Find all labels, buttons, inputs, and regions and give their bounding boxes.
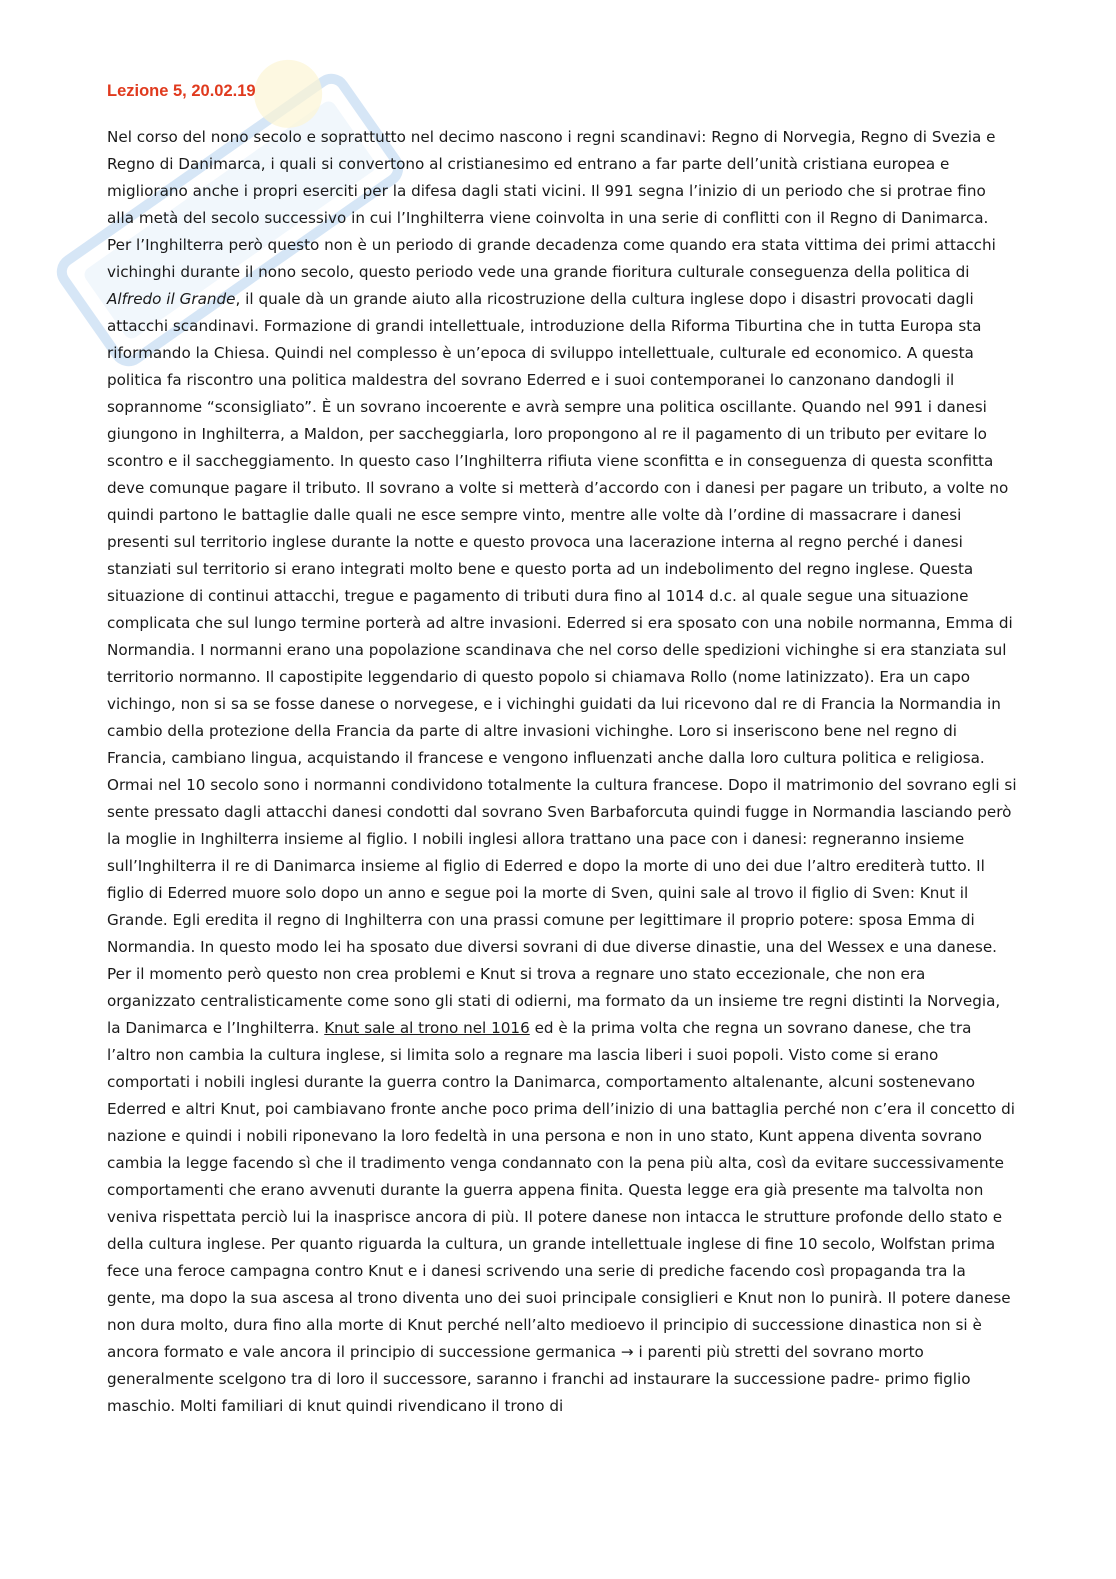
- lesson-heading: Lezione 5, 20.02.19: [107, 82, 256, 100]
- lesson-body: [107, 124, 1017, 1420]
- text-segment: , il quale dà un grande aiuto alla ricostruzione della cultura inglese dopo i disastri provocati dagli attacchi scandinavi. Formazione di grandi intellettuale, introduzione della Riforma Tiburtina che in tutta Europa sta riformando la Chiesa. Quindi nel complesso è un’epoca di sviluppo intellettuale, culturale ed economico. A questa politica fa riscontro una politica maldestra del sovrano Ederred e i suoi contemporanei lo canzonano dandogli il soprannome “sconsigliato”. È un sovrano incoerente e avrà sempre una politica oscillante. Quando nel 991 i danesi giungono in Inghilterra, a Maldon, per saccheggiarla, loro propongono al re il pagamento di un tributo per evitare lo scontro e il saccheggiamento. In questo caso l’Inghilterra rifiuta viene sconfitta e in conseguenza di questa sconfitta deve comunque pagare il tributo. Il sovrano a volte si metterà d’accordo con i danesi per pagare un tributo, a volte no quindi partono le battaglie dalle quali ne esce sempre vinto, mentre alle volte dà l’ordine di massacrare i danesi presenti sul territorio inglese durante la notte e questo provoca una lacerazione interna al regno perché i danesi stanziati sul territorio si erano integrati molto bene e questo porta ad un indebolimento del regno inglese. Questa situazione di continui attacchi, tregue e pagamento di tributi dura fino al 1014 d.c. al quale segue una situazione complicata che sul lungo termine porterà ad altre invasioni. Ederred si era sposato con una nobile normanna, Emma di Normandia. I normanni erano una popolazione scandinava che nel corso delle spedizioni vichinghe si era stanziata sul territorio normanno. Il capostipite leggendario di questo popolo si chiamava Rollo (nome latinizzato). Era un capo vichingo, non si sa se fosse danese o norvegese, e i vichinghi guidati da lui ricevono dal re di Francia la Normandia in cambio della protezione della Francia da parte di altre invasioni vichinghe. Loro si inseriscono bene nel regno di Francia, cambiano lingua, acquistando il francese e vengono influenzati anche dalla loro cultura politica e religiosa. Ormai nel 10 secolo sono i normanni condividono totalmente la cultura francese. Dopo il matrimonio del sovrano egli si sente pressato dagli attacchi danesi condotti dal sovrano Sven Barbaforcuta quindi fugge in Normandia lasciando però la moglie in Inghilterra insieme al figlio. I nobili inglesi allora trattano una pace con i danesi: regneranno insieme sull’Inghilterra il re di Danimarca insieme al figlio di Ederred e dopo la morte di uno dei due l’altro erediterà tutto. Il figlio di Ederred muore solo dopo un anno e segue poi la morte di Sven, quini sale al trovo il figlio di Sven: Knut il Grande. Egli eredita il regno di Inghilterra con una prassi comune per legittimare il proprio potere: sposa Emma di Normandia. In questo modo lei ha sposato due diversi sovrani di due diverse dinastie, una del Wessex e una danese. Per il momento però questo non crea problemi e Knut si trova a regnare uno stato eccezionale, che non era organizzato centralisticamente come sono gli stati di odierni, ma formato da un insieme tre regni distinti la Norvegia, la Danimarca e l’Inghilterra.: [107, 290, 1017, 1037]
- body-paragraph: [107, 124, 1017, 1420]
- text-segment: Nel corso del nono secolo e soprattutto nel decimo nascono i regni scandinavi: Regno di Norvegia, Regno di Svezia e Regno di Danimarca, i quali si convertono al cristianesimo ed entrano a far parte dell’unità cristiana europea e migliorano anche i propri eserciti per la difesa dagli stati vicini. Il 991 segna l’inizio di un periodo che si protrae fino alla metà del secolo successivo in cui l’Inghilterra viene coinvolta in una serie di conflitti con il Regno di Danimarca. Per l’Inghilterra però questo non è un periodo di grande decadenza come quando era stata vittima dei primi attacchi vichinghi durante il nono secolo, questo periodo vede una grande fioritura culturale conseguenza della politica di: [107, 128, 996, 281]
- text-segment: i parenti più stretti del sovrano morto generalmente scelgono tra di loro il successore, saranno i franchi ad instaurare la successione padre- primo figlio maschio. Molti familiari di knut quindi rivendicano il trono di: [107, 1343, 971, 1415]
- arrow-icon: →: [620, 1343, 634, 1361]
- text-segment: ed è la prima volta che regna un sovrano danese, che tra l’altro non cambia la cultura inglese, si limita solo a regnare ma lascia liberi i suoi popoli. Visto come si erano comportati i nobili inglesi durante la guerra contro la Danimarca, comportamento altalenante, alcuni sostenevano Ederred e altri Knut, poi cambiavano fronte anche poco prima dell’inizio di una battaglia perché non c’era il concetto di nazione e quindi i nobili riponevano la loro fedeltà in una persona e non in uno stato, Kunt appena diventa sovrano cambia la legge facendo sì che il tradimento venga condannato con la pena più alta, così da evitare successivamente comportamenti che erano avvenuti durante la guerra appena finita. Questa legge era già presente ma talvolta non veniva rispettata perciò lui la inasprisce ancora di più. Il potere danese non intacca le strutture profonde dello stato e della cultura inglese. Per quanto riguarda la cultura, un grande intellettuale inglese di fine 10 secolo, Wolfstan prima fece una feroce campagna contro Knut e i danesi scrivendo una serie di prediche facendo così propaganda tra la gente, ma dopo la sua ascesa al trono diventa uno dei suoi principale consiglieri e Knut non lo punirà. Il potere danese non dura molto, dura fino alla morte di Knut perché nell’alto medioevo il principio di successione dinastica non si è ancora formato e vale ancora il principio di successione germanica: [107, 1019, 1016, 1361]
- italic-name-alfredo: Alfredo il Grande: [107, 290, 236, 308]
- underlined-phrase-knut-1016: Knut sale al trono nel 1016: [324, 1019, 530, 1037]
